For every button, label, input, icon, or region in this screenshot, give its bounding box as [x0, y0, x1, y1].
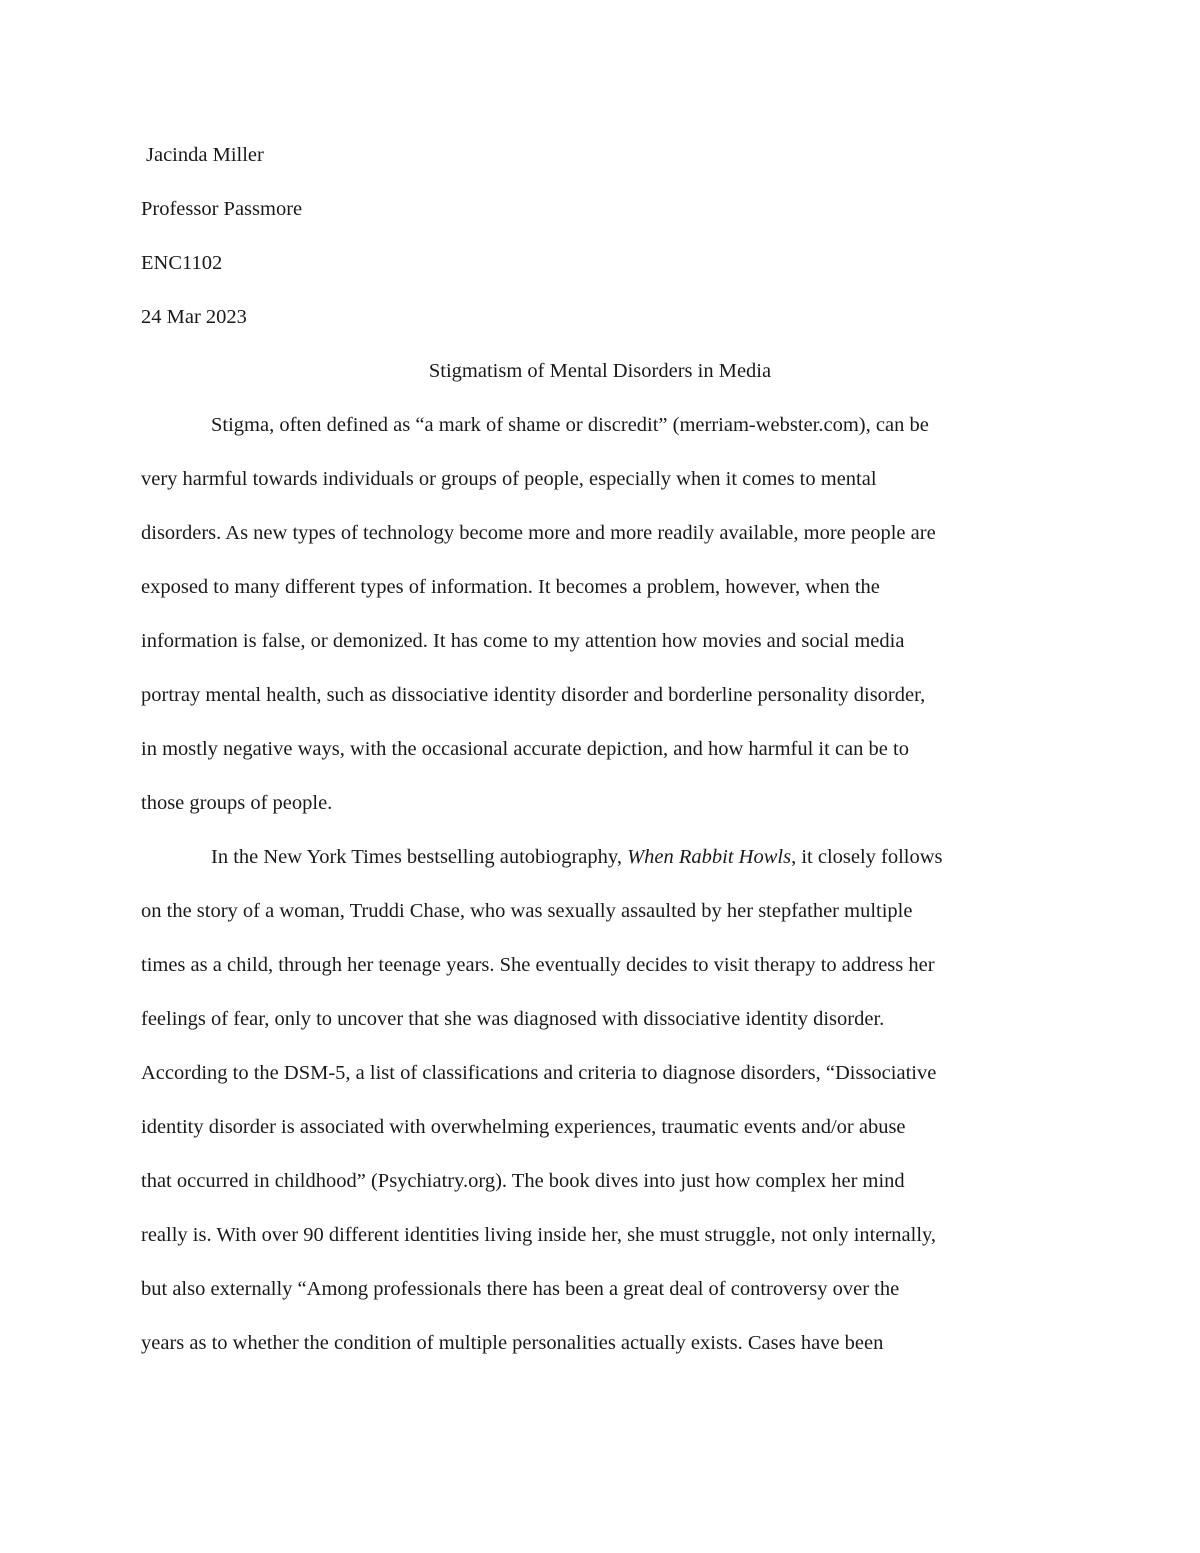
paragraph-line: on the story of a woman, Truddi Chase, who was sexually assaulted by her stepfather multiple — [141, 900, 913, 922]
author-name: Jacinda Miller — [146, 144, 264, 166]
paragraph-line: very harmful towards individuals or groups of people, especially when it comes to mental — [141, 468, 877, 490]
paragraph-line: identity disorder is associated with overwhelming experiences, traumatic events and/or abuse — [141, 1116, 906, 1138]
book-title: When Rabbit Howls — [627, 846, 792, 868]
paragraph-text: , it closely follows — [791, 846, 943, 868]
paragraph-line: exposed to many different types of information. It becomes a problem, however, when the — [141, 576, 880, 598]
paragraph-text: In the New York Times bestselling autobiography, — [211, 846, 628, 868]
paragraph-line: those groups of people. — [141, 792, 333, 814]
paragraph-2 — [141, 830, 1059, 1370]
instructor-name: Professor Passmore — [141, 198, 303, 220]
paragraph-line: portray mental health, such as dissociative identity disorder and borderline personality disorder, — [141, 684, 926, 706]
paragraph-line: years as to whether the condition of multiple personalities actually exists. Cases have been — [141, 1332, 884, 1354]
paragraph-line: that occurred in childhood” (Psychiatry.org). The book dives into just how complex her mind — [141, 1170, 905, 1192]
paragraph-line: really is. With over 90 different identities living inside her, she must struggle, not only internally, — [141, 1224, 937, 1246]
paragraph-line: but also externally “Among professionals there has been a great deal of controversy over the — [141, 1278, 900, 1300]
paragraph-line: feelings of fear, only to uncover that she was diagnosed with dissociative identity disorder. — [141, 1008, 885, 1030]
paragraph-line: disorders. As new types of technology become more and more readily available, more people are — [141, 522, 936, 544]
paragraph-line: in mostly negative ways, with the occasional accurate depiction, and how harmful it can be to — [141, 738, 909, 760]
essay-body — [141, 128, 1059, 1370]
essay-date: 24 Mar 2023 — [141, 306, 247, 328]
paragraph-line: According to the DSM-5, a list of classifications and criteria to diagnose disorders, “Dissociative — [141, 1062, 937, 1084]
paragraph-line: Stigma, often defined as “a mark of shame or discredit” (merriam-webster.com), can be — [211, 414, 929, 436]
essay-title: Stigmatism of Mental Disorders in Media — [428, 360, 772, 382]
paragraph-line — [141, 830, 1059, 884]
course-code: ENC1102 — [141, 252, 223, 274]
paragraph-line: times as a child, through her teenage years. She eventually decides to visit therapy to address her — [141, 954, 935, 976]
paragraph-line: information is false, or demonized. It has come to my attention how movies and social media — [141, 630, 905, 652]
paragraph-1 — [141, 398, 1059, 830]
